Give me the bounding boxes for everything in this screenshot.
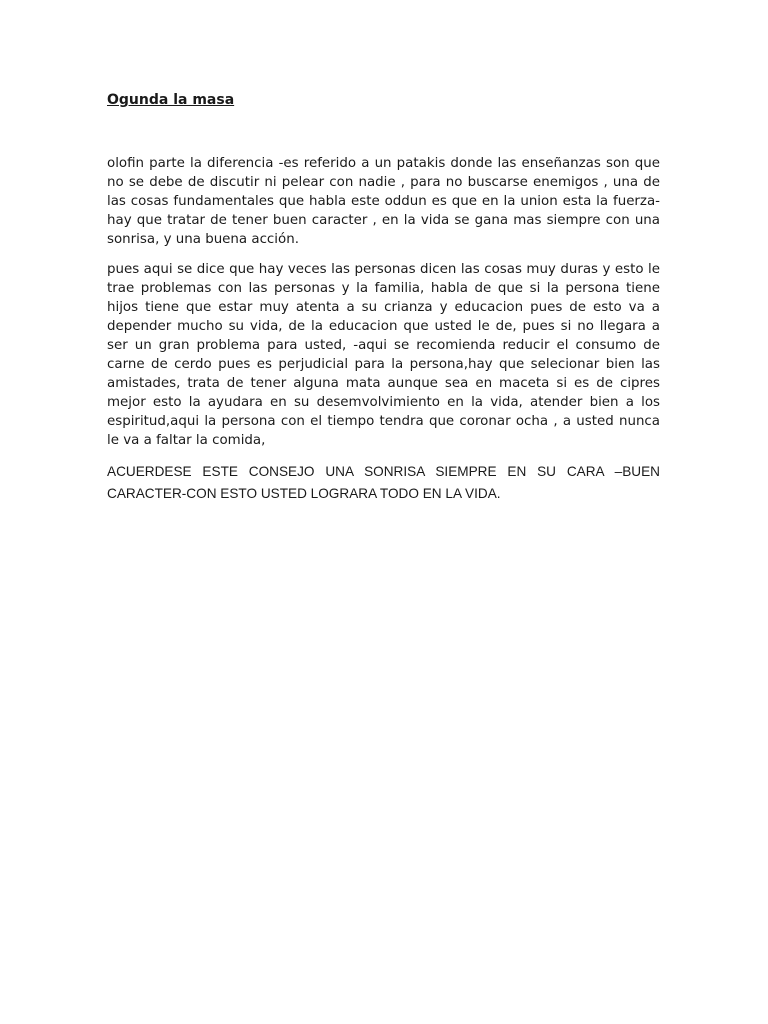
document-title: Ogunda la masa [107,92,235,108]
paragraph-olofin: olofin parte la diferencia -es referido a un patakis donde las enseñanzas son que no se debe de discutir ni pelear con nadie , para no buscarse enemigos , una de las cosas fundamentales que habla este oddun es que en la union esta la fuerza- hay que tratar de tener buen caracter , en la vida se gana mas siempre con una sonrisa, y una buena acción. [107,156,660,247]
paragraph-consejos: pues aqui se dice que hay veces las personas dicen las cosas muy duras y esto le trae problemas con las personas y la familia, habla de que si la persona tiene hijos tiene que estar muy atenta a su crianza y educacion pues de esto va a depender mucho su vida, de la educacion que usted le de, pues si no llegara a ser un gran problema para usted, -aqui se recomienda reducir el consumo de carne de cerdo pues es perjudicial para la persona,hay que selecionar bien las amistades, trata de tener alguna mata aunque sea en maceta si es de cipres mejor esto la ayudara en su desemvolvimiento en la vida, atender bien a los espiritud,aqui la persona con el tiempo tendra que coronar ocha , a usted nunca le va a faltar la comida, [107,262,660,448]
document-body [107,154,660,516]
paragraph-advice: ACUERDESE ESTE CONSEJO UNA SONRISA SIEMPRE EN SU CARA –BUEN CARACTER-CON ESTO USTED LOGRARA TODO EN LA VIDA. [107,464,660,501]
